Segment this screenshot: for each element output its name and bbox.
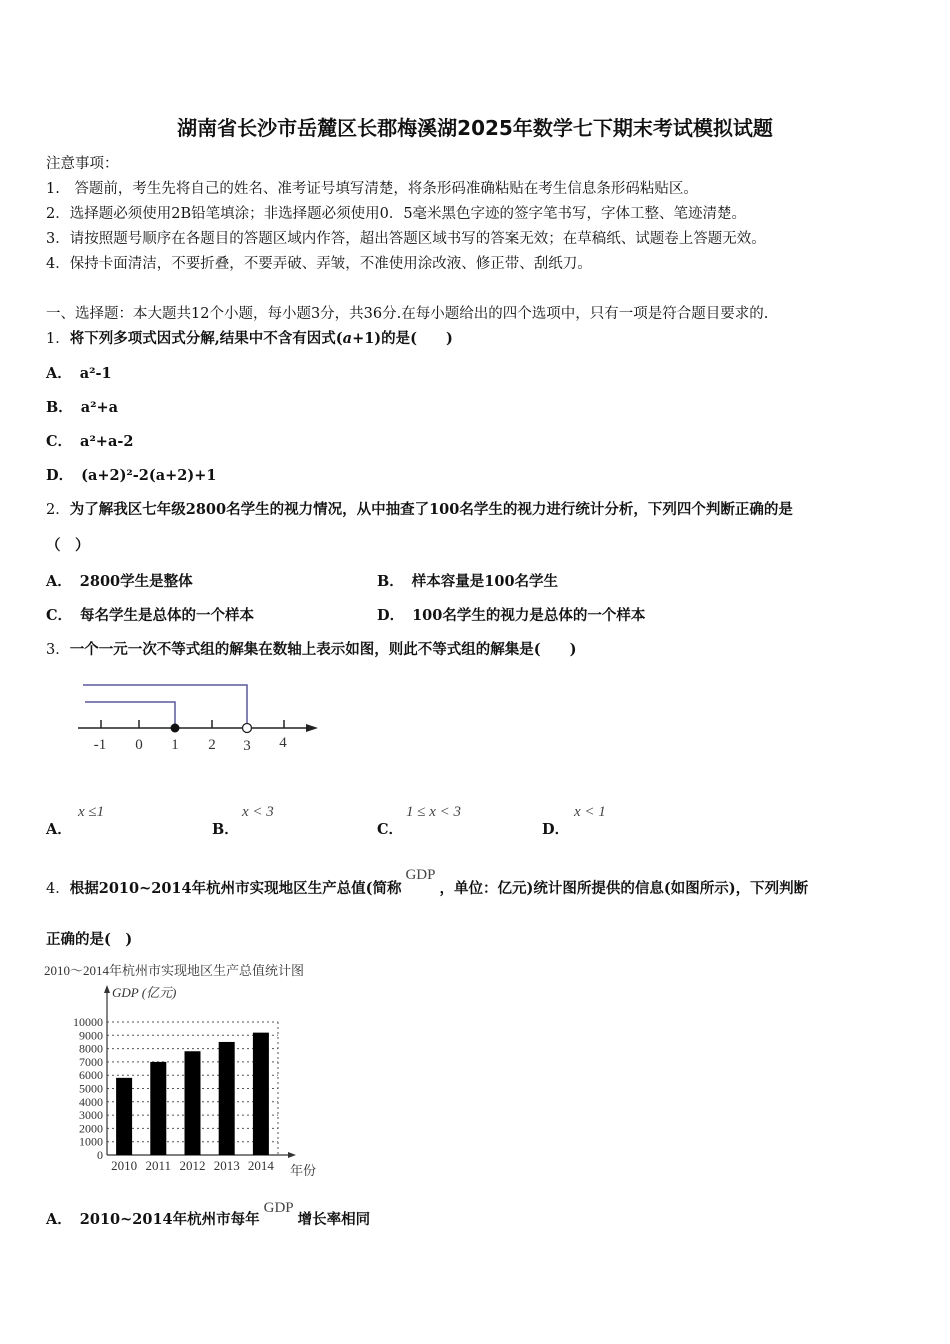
option-label: A． bbox=[46, 1211, 72, 1228]
question-2-option-b bbox=[377, 570, 558, 591]
option-label: D． bbox=[377, 607, 405, 624]
note-item: 1. 答题前，考生先将自己的姓名、准考证号填写清楚，将条形码准确粘贴在考生信息条形码粘贴区。 bbox=[46, 181, 698, 197]
question-2-option-d bbox=[377, 604, 645, 625]
page-title: 湖南省长沙市岳麓区长郡梅溪湖2025年数学七下期末考试模拟试题 bbox=[177, 116, 773, 140]
tick-label: 4 bbox=[279, 735, 287, 751]
y-tick-label: 3000 bbox=[79, 1108, 103, 1123]
y-tick-label: 2000 bbox=[79, 1121, 103, 1136]
question-1-option-a bbox=[46, 362, 112, 383]
x-tick-label: 2014 bbox=[247, 1158, 274, 1173]
question-number: 3． bbox=[46, 642, 70, 658]
y-axis-label: GDP (亿元) bbox=[112, 985, 177, 1000]
question-3-option-c: 1 ≤ x < 3 bbox=[406, 804, 462, 820]
bar-2010 bbox=[116, 1078, 132, 1155]
y-tick-label: 9000 bbox=[79, 1028, 103, 1043]
tick-label: 2 bbox=[208, 737, 216, 753]
chart-title: 2010～2014年杭州市实现地区生产总值统计图 bbox=[44, 963, 305, 978]
question-3-option-b-label: B． bbox=[212, 821, 239, 838]
x-axis-label: 年份 bbox=[290, 1163, 317, 1178]
question-3-option-c-label: C． bbox=[377, 821, 404, 838]
stem-text: 根据2010~2014年杭州市实现地区生产总值(简称 bbox=[69, 880, 402, 897]
number-line-figure bbox=[40, 670, 340, 760]
y-axis-arrow-icon bbox=[104, 985, 110, 993]
bar-2014 bbox=[253, 1033, 269, 1155]
option-label: A． bbox=[46, 365, 72, 382]
option-label: A． bbox=[46, 573, 72, 590]
bar-2012 bbox=[185, 1051, 201, 1155]
solution-bracket-x-lt-3 bbox=[83, 685, 247, 727]
question-number: 1． bbox=[46, 331, 70, 347]
option-label: D． bbox=[46, 467, 74, 484]
stem-text: ，单位：亿元)统计图所提供的信息(如图所示)，下列判断 bbox=[439, 880, 809, 897]
option-text: a²-1 bbox=[79, 365, 112, 382]
question-number: 4． bbox=[46, 881, 70, 897]
notes-heading: 注意事项： bbox=[46, 156, 119, 172]
question-1-option-c bbox=[46, 430, 133, 451]
x-tick-label: 2012 bbox=[179, 1158, 206, 1173]
option-label: C． bbox=[46, 607, 73, 624]
solution-bracket-x-le-1 bbox=[85, 702, 175, 727]
question-4-stem bbox=[46, 867, 809, 898]
stem-var: a bbox=[342, 330, 353, 347]
option-text: 2010~2014年杭州市每年 bbox=[79, 1211, 260, 1228]
y-tick-label: 4000 bbox=[79, 1094, 103, 1109]
y-tick-label: 8000 bbox=[79, 1041, 103, 1056]
question-2-stem bbox=[46, 498, 793, 519]
question-4-stem-cont: 正确的是( ) bbox=[46, 931, 133, 948]
tick-label: 0 bbox=[135, 737, 143, 753]
y-tick-label: 1000 bbox=[79, 1134, 103, 1149]
y-tick-label: 10000 bbox=[73, 1015, 103, 1029]
question-1-stem bbox=[46, 327, 453, 348]
question-3-stem bbox=[46, 638, 576, 659]
note-item: 4．保持卡面清洁，不要折叠，不要弄破、弄皱，不准使用涂改液、修正带、刮纸刀。 bbox=[46, 256, 592, 272]
question-2-paren: （ ） bbox=[46, 537, 90, 554]
gdp-term: GDP bbox=[263, 1200, 294, 1216]
option-text: 2800学生是整体 bbox=[79, 573, 193, 590]
x-tick-label: 2011 bbox=[145, 1158, 172, 1173]
option-label: B． bbox=[377, 573, 404, 590]
gdp-term: GDP bbox=[405, 867, 436, 883]
question-number: 2． bbox=[46, 502, 70, 518]
tick-label: 1 bbox=[171, 737, 179, 753]
question-2-option-a bbox=[46, 570, 193, 591]
question-3-option-d-label: D． bbox=[542, 821, 570, 838]
bar-2013 bbox=[219, 1042, 235, 1155]
bar-2011 bbox=[150, 1062, 166, 1155]
option-text: a²+a-2 bbox=[80, 433, 134, 450]
option-label: C． bbox=[46, 433, 73, 450]
question-1-option-d bbox=[46, 464, 217, 485]
option-text: 100名学生的视力是总体的一个样本 bbox=[412, 607, 646, 624]
option-text: 增长率相同 bbox=[297, 1211, 371, 1228]
tick-label: -1 bbox=[93, 737, 107, 753]
question-1-option-b bbox=[46, 396, 118, 417]
stem-text: +1)的是( ) bbox=[352, 330, 453, 347]
option-text: a²+a bbox=[80, 399, 119, 416]
question-3-option-d: x < 1 bbox=[574, 804, 606, 820]
x-tick-label: 2013 bbox=[213, 1158, 240, 1173]
section-heading: 一、选择题：本大题共12个小题，每小题3分，共36分.在每小题给出的四个选项中，只有一项是符合题目要求的. bbox=[46, 306, 769, 322]
option-text: 样本容量是100名学生 bbox=[411, 573, 559, 590]
question-2-option-c bbox=[46, 604, 254, 625]
tick-label: 3 bbox=[243, 738, 251, 754]
note-item: 3．请按照题号顺序在各题目的答题区域内作答，超出答题区域书写的答案无效；在草稿纸、试题卷上答题无效。 bbox=[46, 231, 766, 247]
y-tick-label: 5000 bbox=[79, 1081, 103, 1096]
stem-text: 将下列多项式因式分解,结果中不含有因式( bbox=[69, 330, 343, 347]
closed-dot bbox=[171, 724, 180, 733]
option-text: 每名学生是总体的一个样本 bbox=[80, 607, 255, 624]
question-3-option-a: x ≤1 bbox=[78, 804, 105, 820]
question-3-option-b: x < 3 bbox=[242, 804, 274, 820]
question-4-option-a bbox=[46, 1200, 371, 1229]
x-axis-arrow-icon bbox=[288, 1152, 296, 1158]
x-tick-label: 2010 bbox=[111, 1158, 138, 1173]
stem-text: 一个一元一次不等式组的解集在数轴上表示如图，则此不等式组的解集是( ) bbox=[69, 641, 577, 658]
stem-text: 为了解我区七年级2800名学生的视力情况，从中抽查了100名学生的视力进行统计分析，下列四个判断正确的是 bbox=[69, 501, 793, 518]
open-dot bbox=[243, 724, 252, 733]
note-item: 2．选择题必须使用2B铅笔填涂；非选择题必须使用0．5毫米黑色字迹的签字笔书写，字体工整、笔迹清楚。 bbox=[46, 206, 747, 222]
arrow-icon bbox=[306, 724, 318, 732]
gdp-bar-chart bbox=[40, 955, 360, 1180]
y-tick-label: 0 bbox=[97, 1148, 103, 1162]
y-tick-label: 6000 bbox=[79, 1068, 103, 1083]
option-text: (a+2)²-2(a+2)+1 bbox=[81, 467, 217, 484]
option-label: B． bbox=[46, 399, 73, 416]
y-tick-label: 7000 bbox=[79, 1054, 103, 1069]
question-3-option-a-label: A． bbox=[46, 821, 72, 838]
axis-ticks bbox=[101, 720, 284, 728]
